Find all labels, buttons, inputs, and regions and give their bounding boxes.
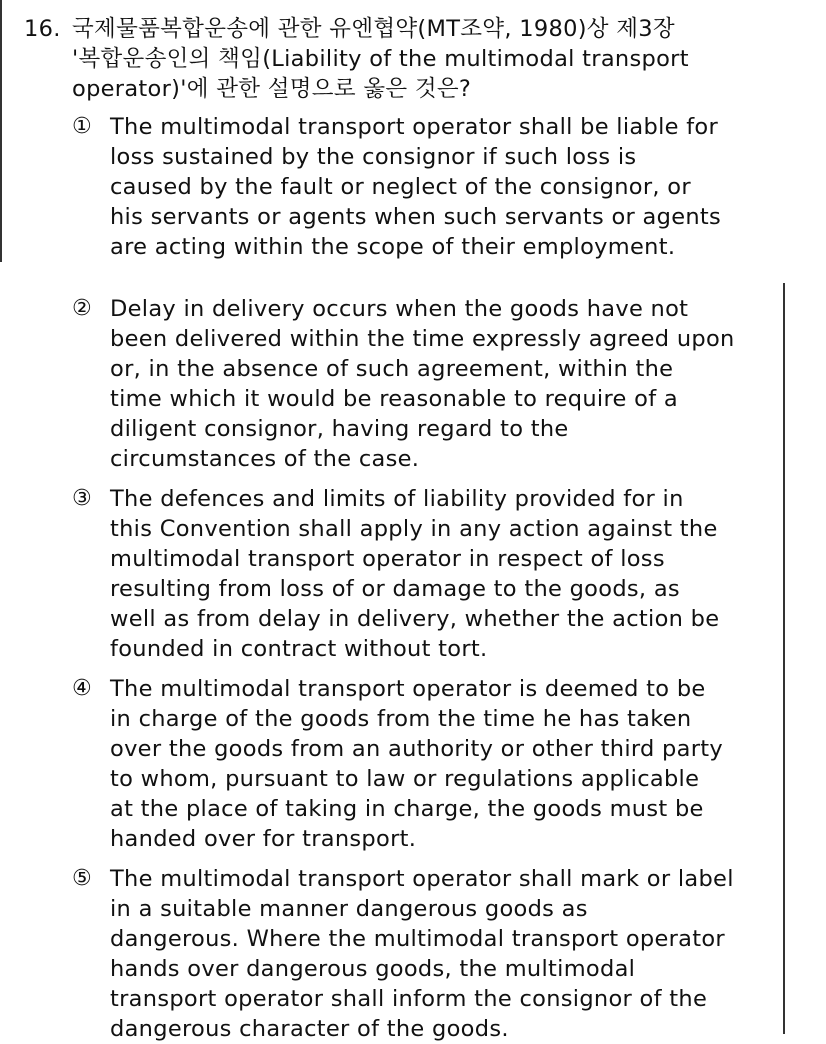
answer-options: [24, 112, 784, 1044]
option-3-marker: ③: [72, 486, 93, 511]
option-line: founded in contract without tort.: [110, 636, 488, 662]
option-5-marker: ⑤: [72, 866, 93, 891]
option-line: multimodal transport operator in respect of loss: [110, 546, 665, 572]
option-line: diligent consignor, having regard to the: [110, 416, 569, 442]
option-1-text: [110, 112, 784, 262]
option-line: handed over for transport.: [110, 826, 417, 852]
option-line: this Convention shall apply in any action against the: [110, 516, 718, 542]
option-line: loss sustained by the consignor if such loss is: [110, 144, 637, 170]
option-line: hands over dangerous goods, the multimodal: [110, 956, 636, 982]
option-line: The defences and limits of liability provided for in: [110, 486, 684, 512]
option-line: his servants or agents when such servants or agents: [110, 204, 722, 230]
option-1[interactable]: [72, 112, 784, 262]
question-block: [24, 14, 784, 1044]
question-line: operator)'에 관한 설명으로 옳은 것은?: [72, 76, 472, 102]
option-4-marker: ④: [72, 676, 93, 701]
question-line: 국제물품복합운송에 관한 유엔협약(MT조약, 1980)상 제3장: [72, 16, 675, 42]
option-4-text: [110, 674, 784, 854]
question-number: 16.: [24, 16, 61, 42]
option-line: transport operator shall inform the consignor of the: [110, 986, 708, 1012]
option-1-marker: ①: [72, 114, 93, 139]
option-4[interactable]: [72, 674, 784, 854]
option-line: in charge of the goods from the time he has taken: [110, 706, 692, 732]
option-line: at the place of taking in charge, the goods must be: [110, 796, 704, 822]
option-line: The multimodal transport operator is deemed to be: [110, 676, 706, 702]
option-line: over the goods from an authority or other third party: [110, 736, 724, 762]
option-line: well as from delay in delivery, whether the action be: [110, 606, 720, 632]
option-line: The multimodal transport operator shall be liable for: [110, 114, 719, 140]
question-text: [72, 14, 784, 104]
option-3-text: [110, 484, 784, 664]
option-line: The multimodal transport operator shall mark or label: [110, 866, 734, 892]
option-line: dangerous character of the goods.: [110, 1016, 509, 1042]
option-2-text: [110, 294, 784, 474]
option-line: resulting from loss of or damage to the goods, as: [110, 576, 680, 602]
option-line: time which it would be reasonable to require of a: [110, 386, 678, 412]
option-line: are acting within the scope of their employment.: [110, 234, 676, 260]
option-line: to whom, pursuant to law or regulations applicable: [110, 766, 700, 792]
option-line: or, in the absence of such agreement, within the: [110, 356, 674, 382]
option-2[interactable]: [72, 294, 784, 474]
left-column-rule: [0, 0, 2, 262]
option-5[interactable]: [72, 864, 784, 1044]
option-line: Delay in delivery occurs when the goods have not: [110, 296, 689, 322]
option-line: been delivered within the time expressly agreed upon: [110, 326, 735, 352]
option-2-marker: ②: [72, 296, 93, 321]
option-5-text: [110, 864, 784, 1044]
question-line: '복합운송인의 책임(Liability of the multimodal transport: [72, 46, 689, 72]
option-3[interactable]: [72, 484, 784, 664]
option-line: circumstances of the case.: [110, 446, 420, 472]
question-stem: [24, 14, 784, 104]
option-line: caused by the fault or neglect of the consignor, or: [110, 174, 691, 200]
option-line: dangerous. Where the multimodal transport operator: [110, 926, 725, 952]
option-line: in a suitable manner dangerous goods as: [110, 896, 588, 922]
